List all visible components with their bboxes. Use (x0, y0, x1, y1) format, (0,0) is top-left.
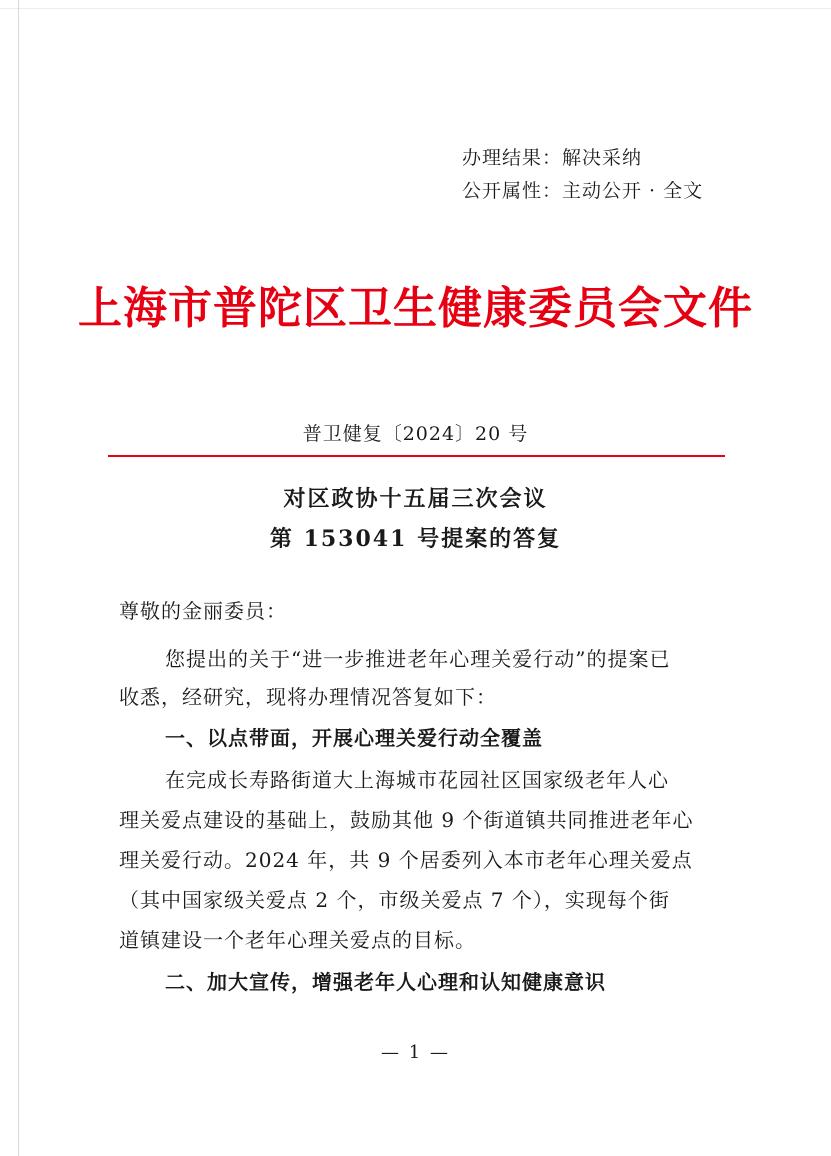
document-number: 普卫健复〔2024〕20 号 (302, 423, 529, 445)
paragraph-line: 理关爱行动。2024 年，共 9 个居委列入本市老年心理关爱点 (119, 848, 693, 872)
paragraph-line: （其中国家级关爱点 2 个，市级关爱点 7 个），实现每个街 (119, 888, 670, 912)
paragraph-line: 收悉，经研究，现将办理情况答复如下： (119, 685, 497, 709)
handling-result: 办理结果：解决采纳 (462, 147, 643, 169)
paragraph-line: 理关爱点建设的基础上，鼓励其他 9 个街道镇共同推进老年心 (119, 808, 694, 832)
section-heading-1: 一、以点带面，开展心理关爱行动全覆盖 (165, 726, 543, 750)
reply-title-line-1: 对区政协十五届三次会议 (283, 486, 548, 512)
paragraph-line: 在完成长寿路街道大上海城市花园社区国家级老年人心 (165, 768, 669, 792)
page-number: — 1 — (381, 1042, 450, 1063)
salutation: 尊敬的金丽委员： (119, 599, 287, 623)
paragraph-line: 道镇建设一个老年心理关爱点的目标。 (119, 928, 476, 952)
scan-edge-top (0, 8, 831, 9)
paragraph-line: 您提出的关于“进一步推进老年心理关爱行动”的提案已 (165, 647, 671, 671)
red-divider-line (108, 455, 725, 457)
disclosure-attribute: 公开属性：主动公开 · 全文 (462, 180, 704, 202)
section-heading-2: 二、加大宣传，增强老年人心理和认知健康意识 (165, 970, 606, 994)
scan-edge-left (18, 0, 19, 1156)
issuing-organization-title: 上海市普陀区卫生健康委员会文件 (78, 283, 753, 334)
reply-title-line-2: 第 153041 号提案的答复 (269, 526, 562, 552)
